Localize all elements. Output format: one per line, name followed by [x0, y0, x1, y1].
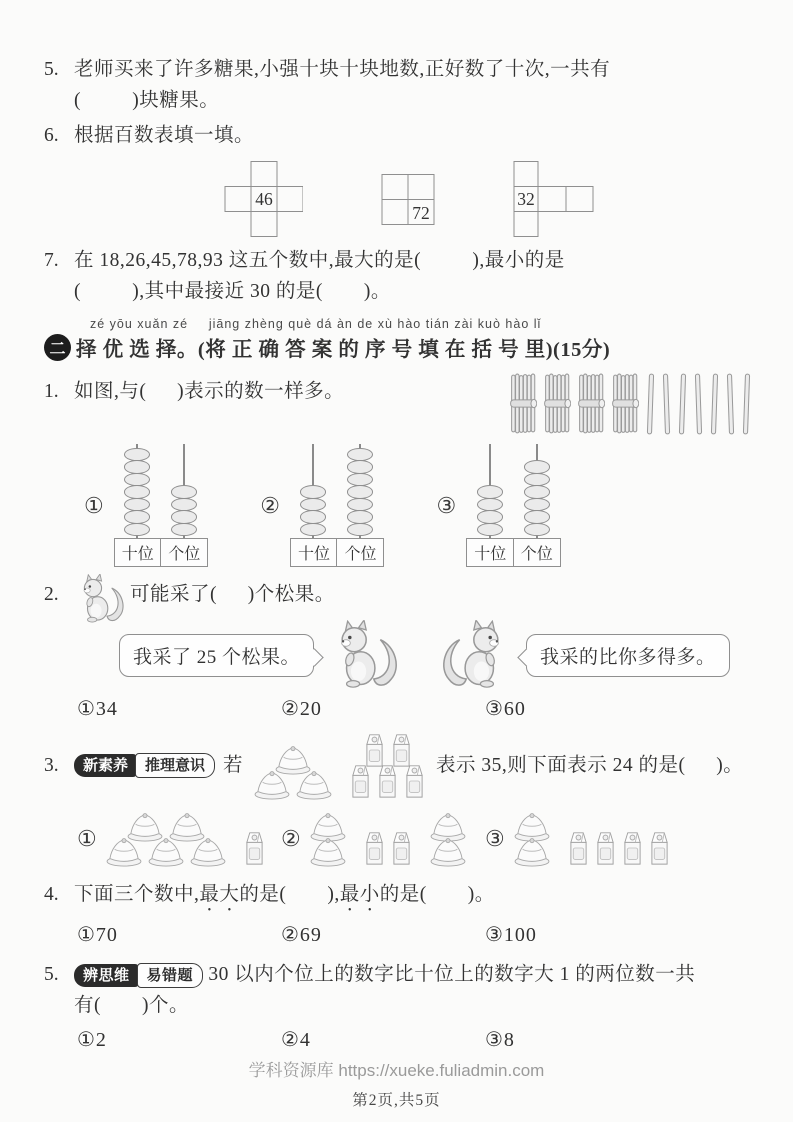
option-2: ②4 [281, 1029, 311, 1051]
question-number: 1. [44, 381, 59, 402]
stick-icon [661, 372, 672, 436]
cake-group [103, 810, 229, 867]
object-row [347, 762, 428, 800]
abacus-option-2 [260, 444, 384, 567]
abacus-bead [347, 448, 373, 462]
cake-group [251, 743, 335, 800]
abacus-bead [347, 523, 373, 537]
question-4-options [44, 922, 757, 947]
abacus-bead [124, 510, 150, 524]
question-text-line1: 30 以内个位上的数字比十位上的数字大 1 的两位数一共 [208, 964, 696, 985]
abacus-bead [477, 498, 503, 512]
section-title: 择 优 选 择。(将 正 确 答 案 的 序 号 填 在 括 号 里)(15分) [76, 339, 611, 361]
milk-carton-icon [565, 829, 592, 867]
abacus-base [466, 538, 561, 567]
option-1 [77, 810, 281, 867]
abacus-rod [171, 444, 197, 536]
choice-question-1 [44, 376, 757, 436]
option-label: ① [84, 492, 104, 518]
abacus-bead [524, 523, 550, 537]
page-footer [0, 1056, 793, 1110]
object-row [427, 835, 469, 867]
squirrel-icon [440, 620, 512, 690]
object-row [565, 829, 673, 867]
place-value-label: 十位 [466, 538, 514, 567]
speech-bubble-1 [119, 634, 314, 677]
question-text: 根据百数表填一填。 [74, 125, 255, 146]
answer-blank: ( )块糖果。 [74, 90, 220, 111]
option-3: ③8 [485, 1029, 515, 1051]
option-label: ③ [436, 492, 457, 518]
object-row [103, 835, 229, 867]
abacus-bead [347, 460, 373, 474]
option-objects [511, 810, 673, 867]
abacus-figure [114, 444, 209, 567]
question-5-options [44, 1027, 757, 1052]
abacus-bead [347, 498, 373, 512]
hundred-chart-figures [44, 161, 757, 237]
abacus-bead [477, 510, 503, 524]
option-label: ② [281, 825, 301, 851]
badge-critical-thinking: 辨思维 [74, 964, 139, 987]
milk-carton-icon [361, 829, 388, 867]
object-row [251, 768, 335, 800]
question-text [74, 959, 757, 1021]
option-1: ①2 [77, 1029, 107, 1051]
milk-carton-icon [401, 762, 428, 800]
cake-group [427, 810, 469, 867]
question-text-line1: 在 18,26,45,78,93 这五个数中,最大的是( ),最小的是 [74, 250, 565, 271]
squirrel-icon [328, 620, 400, 690]
emphasized-text: 最大 [199, 884, 240, 905]
abacus-option-3 [436, 444, 560, 567]
question-text-line2: 有( )个。 [74, 995, 189, 1016]
milk-group [347, 731, 428, 800]
question-number: 3. [44, 755, 59, 776]
question-text: 下面三个数中,最大的是( ),最小的是( )。 [74, 884, 495, 905]
option-label: ① [77, 825, 97, 851]
abacus-rod [347, 444, 373, 536]
abacus-bead [171, 523, 197, 537]
place-value-label: 个位 [336, 538, 384, 567]
fill-question-7 [44, 245, 757, 307]
emphasized-text: 最小 [339, 884, 380, 905]
abacus-bead [524, 510, 550, 524]
section-marker: 二 [44, 334, 71, 361]
place-value-label: 十位 [290, 538, 338, 567]
abacus-bead [300, 510, 326, 524]
abacus-bead [124, 498, 150, 512]
abacus-rod [477, 444, 503, 536]
abacus-bead [124, 448, 150, 462]
abacus-bead [124, 523, 150, 537]
badge-error-prone: 易错题 [137, 963, 204, 988]
question-text: 如图,与( )表示的数一样多。 [74, 381, 345, 402]
abacus-figure [290, 444, 385, 567]
milk-group [241, 829, 268, 867]
milk-carton-icon [241, 829, 268, 867]
option-2: ②20 [281, 698, 322, 720]
example-objects [251, 731, 428, 800]
stick-icon [645, 372, 656, 436]
question-text-after: 表示 35,则下面表示 24 的是( )。 [436, 755, 744, 776]
question-number: 7. [44, 250, 59, 271]
option-1: ①70 [77, 924, 118, 946]
question-number: 4. [44, 884, 59, 905]
choice-question-4 [44, 879, 757, 916]
question-3-options [44, 810, 757, 867]
grid-value: 72 [412, 202, 430, 223]
abacus-bead [171, 498, 197, 512]
grid-figure-square-72 [381, 174, 435, 225]
stick-icon [741, 372, 752, 436]
cake-icon [307, 835, 349, 867]
milk-carton-icon [347, 762, 374, 800]
squirrel-icon [74, 574, 126, 624]
stick-icon [693, 372, 704, 436]
grid-value: 46 [255, 189, 273, 209]
abacus-bead [300, 485, 326, 499]
object-row [361, 829, 415, 867]
question-2-options [44, 696, 757, 721]
place-value-label: 个位 [160, 538, 208, 567]
speech-text: 我采了 25 个松果。 [133, 646, 301, 668]
cake-group [307, 810, 349, 867]
option-3 [485, 810, 689, 867]
milk-carton-icon [619, 829, 646, 867]
cake-icon [511, 835, 553, 867]
abacus-option-1 [84, 444, 208, 567]
grid-value: 32 [517, 189, 535, 209]
grid-figure-cross-46 [224, 161, 303, 237]
option-objects [103, 810, 268, 867]
abacus-rods [290, 444, 384, 536]
abacus-options [44, 444, 757, 567]
abacus-base [114, 538, 209, 567]
option-3: ③100 [485, 924, 537, 946]
abacus-base [290, 538, 385, 567]
question-text-line2: ( ),其中最接近 30 的是( )。 [74, 281, 391, 302]
cake-group [511, 810, 553, 867]
choice-question-3 [44, 731, 757, 800]
abacus-bead [171, 510, 197, 524]
question-number: 5. [44, 59, 59, 80]
milk-carton-icon [388, 829, 415, 867]
abacus-bead [124, 473, 150, 487]
speech-bubble-2 [526, 634, 730, 677]
cake-icon [145, 835, 187, 867]
stick-bundle-icon [510, 372, 537, 436]
stick-icon [725, 372, 736, 436]
object-row [511, 835, 553, 867]
cake-icon [251, 768, 293, 800]
abacus-bead [524, 485, 550, 499]
question-text-before: 若 [223, 755, 244, 776]
badge-reasoning: 推理意识 [135, 753, 215, 778]
question-text [74, 245, 757, 307]
question-number: 6. [44, 125, 59, 146]
abacus-bead [524, 473, 550, 487]
stick-bundle-icon [544, 372, 571, 436]
abacus-bead [300, 498, 326, 512]
choice-question-2 [44, 579, 757, 610]
option-1: ①34 [77, 698, 118, 720]
abacus-bead [524, 460, 550, 474]
abacus-rod [300, 444, 326, 536]
place-value-label: 个位 [513, 538, 561, 567]
abacus-rods [114, 444, 208, 536]
question-number: 5. [44, 964, 59, 985]
section-2-header [44, 332, 757, 362]
milk-carton-icon [592, 829, 619, 867]
option-label: ② [260, 492, 280, 518]
option-label: ③ [485, 825, 505, 851]
pinyin-line: zé yōu xuǎn zé jiāng zhèng què dá àn de xù hào tián zài kuò hào lǐ [90, 317, 542, 331]
object-row [307, 835, 349, 867]
option-3: ③60 [485, 698, 526, 720]
abacus-bead [124, 460, 150, 474]
abacus-bead [347, 473, 373, 487]
watermark-text: 学科资源库 https://xueke.fuliadmin.com [248, 1061, 545, 1080]
squirrel-dialogue [119, 620, 757, 690]
stick-bundle-icon [612, 372, 639, 436]
milk-group [565, 829, 673, 867]
place-value-label: 十位 [114, 538, 162, 567]
milk-carton-icon [374, 762, 401, 800]
milk-group [361, 829, 415, 867]
cake-icon [427, 835, 469, 867]
option-2 [281, 810, 485, 867]
choice-question-5 [44, 959, 757, 1021]
page-number: 第2页,共5页 [352, 1092, 441, 1109]
abacus-rod [524, 444, 550, 536]
grid-figure-tee-32 [513, 161, 594, 237]
stick-bundle-icon [578, 372, 605, 436]
abacus-bead [477, 523, 503, 537]
cake-icon [293, 768, 335, 800]
question-text: 可能采了( )个松果。 [130, 584, 335, 605]
abacus-rod [124, 444, 150, 536]
counting-sticks-figure [510, 372, 757, 436]
stick-icon [677, 372, 688, 436]
abacus-figure [466, 444, 561, 567]
abacus-bead [171, 485, 197, 499]
abacus-rods [466, 444, 560, 536]
cake-icon [103, 835, 145, 867]
cake-icon [187, 835, 229, 867]
abacus-bead [124, 485, 150, 499]
option-objects [307, 810, 469, 867]
fill-question-5 [44, 54, 757, 116]
badge-new-literacy: 新素养 [74, 754, 137, 777]
abacus-bead [347, 485, 373, 499]
abacus-bead [300, 523, 326, 537]
speech-text: 我采的比你多得多。 [540, 646, 716, 668]
fill-question-6 [44, 120, 757, 151]
question-number: 2. [44, 584, 59, 605]
abacus-bead [347, 510, 373, 524]
object-row [241, 829, 268, 867]
question-text-line1: 老师买来了许多糖果,小强十块十块地数,正好数了十次,一共有 [74, 59, 611, 80]
abacus-bead [477, 485, 503, 499]
milk-carton-icon [646, 829, 673, 867]
option-2: ②69 [281, 924, 322, 946]
stick-icon [709, 372, 720, 436]
question-text [74, 54, 757, 116]
abacus-bead [524, 498, 550, 512]
